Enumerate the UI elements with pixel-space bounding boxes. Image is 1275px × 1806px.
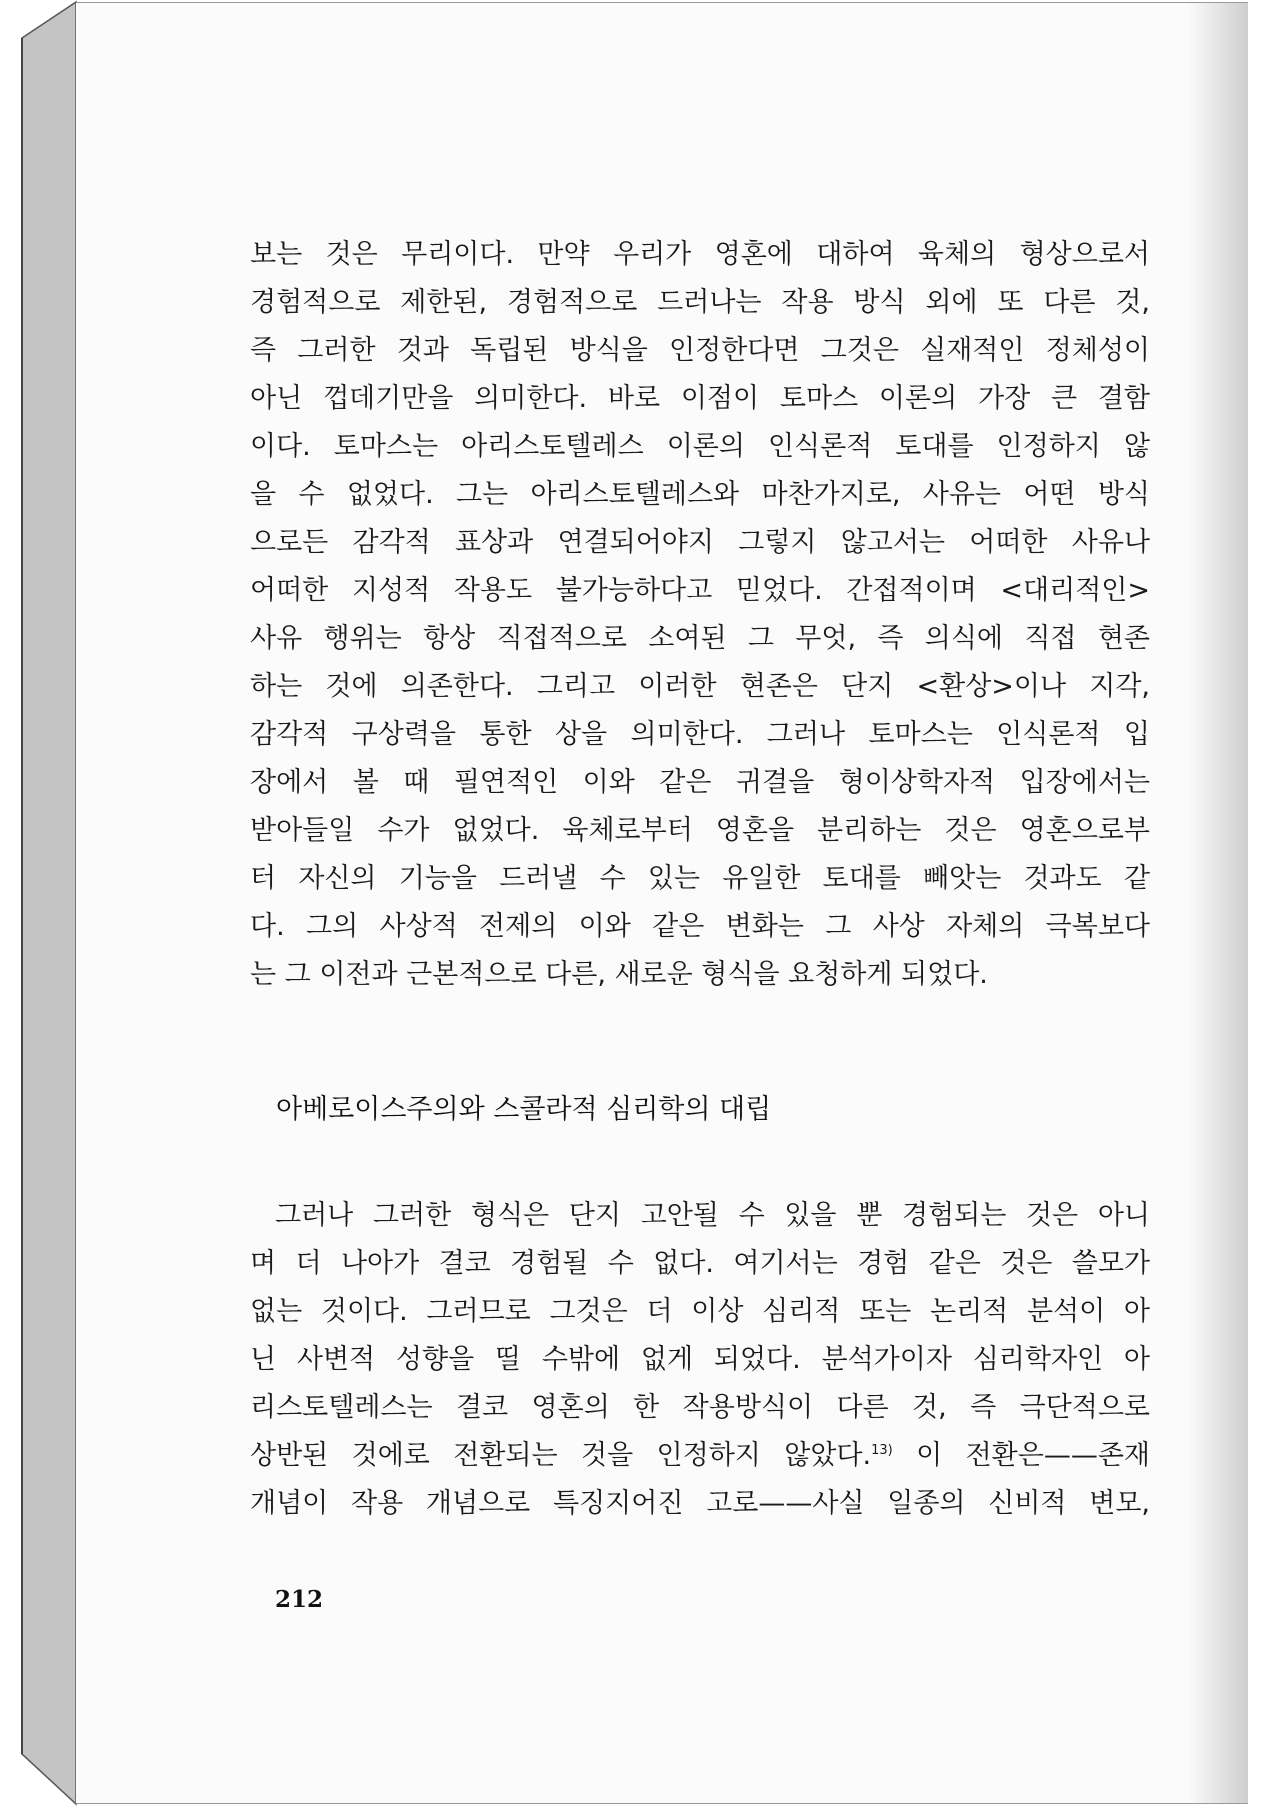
text-line: 경험적으로 제한된, 경험적으로 드러나는 작용 방식 외에 또 다른 것,: [250, 287, 1150, 318]
text-line: 터 자신의 기능을 드러낼 수 있는 유일한 토대를 빼앗는 것과도 같: [250, 863, 1150, 894]
paragraph-1: [250, 231, 1150, 999]
text-line: 그러나 그러한 형식은 단지 고안될 수 있을 뿐 경험되는 것은 아니: [275, 1200, 1150, 1231]
text-line: 보는 것은 무리이다. 만약 우리가 영혼에 대하여 육체의 형상으로서: [250, 239, 1150, 270]
paragraph-2: [250, 1192, 1150, 1528]
page-gutter-shadow: [1188, 3, 1248, 1803]
text-line: 며 더 나아가 결코 경험될 수 없다. 여기서는 경험 같은 것은 쓸모가: [250, 1248, 1150, 1279]
text-line: 아닌 껍데기만을 의미한다. 바로 이점이 토마스 이론의 가장 큰 결함: [250, 383, 1150, 414]
text-line: 는 그 이전과 근본적으로 다른, 새로운 형식을 요청하게 되었다.: [250, 959, 988, 990]
text-line: 어떠한 지성적 작용도 불가능하다고 믿었다. 간접적이며 <대리적인>: [250, 575, 1150, 606]
text-line: 사유 행위는 항상 직접적으로 소여된 그 무엇, 즉 의식에 직접 현존: [250, 623, 1150, 654]
section-heading: 아베로이스주의와 스콜라적 심리학의 대립: [276, 1094, 772, 1125]
text-line: 없는 것이다. 그러므로 그것은 더 이상 심리적 또는 논리적 분석이 아: [250, 1296, 1150, 1327]
text-line-with-footnote: [250, 1432, 1150, 1480]
footnote-marker: 13): [871, 1443, 893, 1458]
book-page: [76, 2, 1248, 1804]
page-number: 212: [275, 1586, 324, 1613]
text-line: 감각적 구상력을 통한 상을 의미한다. 그러나 토마스는 인식론적 입: [250, 719, 1150, 750]
footnote-line-start: 상반된 것에로 전환되는 것을 인정하지 않았다.: [250, 1440, 872, 1471]
text-line: 개념이 작용 개념으로 특징지어진 고로——사실 일종의 신비적 변모,: [250, 1488, 1150, 1519]
footnote-line-end: 이 전환은——존재: [892, 1440, 1150, 1471]
text-line: 닌 사변적 성향을 띨 수밖에 없게 되었다. 분석가이자 심리학자인 아: [250, 1344, 1150, 1375]
text-line: 이다. 토마스는 아리스토텔레스 이론의 인식론적 토대를 인정하지 않: [250, 431, 1150, 462]
text-line: 즉 그러한 것과 독립된 방식을 인정한다면 그것은 실재적인 정체성이: [250, 335, 1150, 366]
text-line: 을 수 없었다. 그는 아리스토텔레스와 마찬가지로, 사유는 어떤 방식: [250, 479, 1150, 510]
text-line: 리스토텔레스는 결코 영혼의 한 작용방식이 다른 것, 즉 극단적으로: [250, 1392, 1150, 1423]
text-line: 받아들일 수가 없었다. 육체로부터 영혼을 분리하는 것은 영혼으로부: [250, 815, 1150, 846]
text-line: 장에서 볼 때 필연적인 이와 같은 귀결을 형이상학자적 입장에서는: [250, 767, 1150, 798]
text-line: 하는 것에 의존한다. 그리고 이러한 현존은 단지 <환상>이나 지각,: [250, 671, 1150, 702]
text-line: 다. 그의 사상적 전제의 이와 같은 변화는 그 사상 자체의 극복보다: [250, 911, 1150, 942]
text-line: 으로든 감각적 표상과 연결되어야지 그렇지 않고서는 어떠한 사유나: [250, 527, 1150, 558]
